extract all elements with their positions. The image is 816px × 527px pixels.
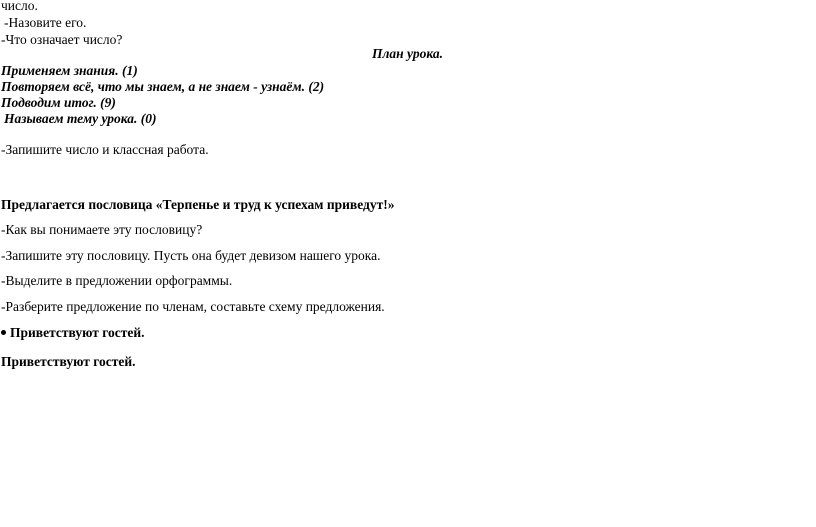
text-zapishite-poslovicu: -Запишите эту пословицу. Пусть она будет девизом нашего урока.	[1, 248, 381, 263]
text-chislo: число.	[1, 0, 38, 13]
bullet-privetstvuyut	[1, 325, 145, 341]
plan-title: План урока.	[372, 46, 443, 61]
text-chto-oznachaet: -Что означает число?	[1, 32, 123, 47]
bullet-privetstvuyut-label: Приветствуют гостей.	[10, 325, 145, 340]
plan-item-4: Называем тему урока. (0)	[4, 111, 157, 126]
bullet-dot-icon	[1, 330, 6, 335]
text-poslovica: Предлагается пословица «Терпенье и труд к успехам приведут!»	[1, 197, 395, 212]
text-nazovite: -Назовите его.	[4, 15, 87, 30]
text-zapishite-chislo: -Запишите число и классная работа.	[1, 142, 209, 157]
text-razberite: -Разберите предложение по членам, составьте схему предложения.	[1, 299, 385, 314]
plan-item-1: Применяем знания. (1)	[1, 63, 138, 78]
plan-item-2: Повторяем всё, что мы знаем, а не знаем - узнаём. (2)	[1, 79, 325, 94]
text-vydelite: -Выделите в предложении орфограммы.	[1, 273, 233, 288]
text-kak-ponimaete: -Как вы понимаете эту пословицу?	[1, 222, 203, 237]
plan-item-3: Подводим итог. (9)	[1, 95, 116, 110]
text-privetstvuyut: Приветствуют гостей.	[1, 354, 136, 369]
